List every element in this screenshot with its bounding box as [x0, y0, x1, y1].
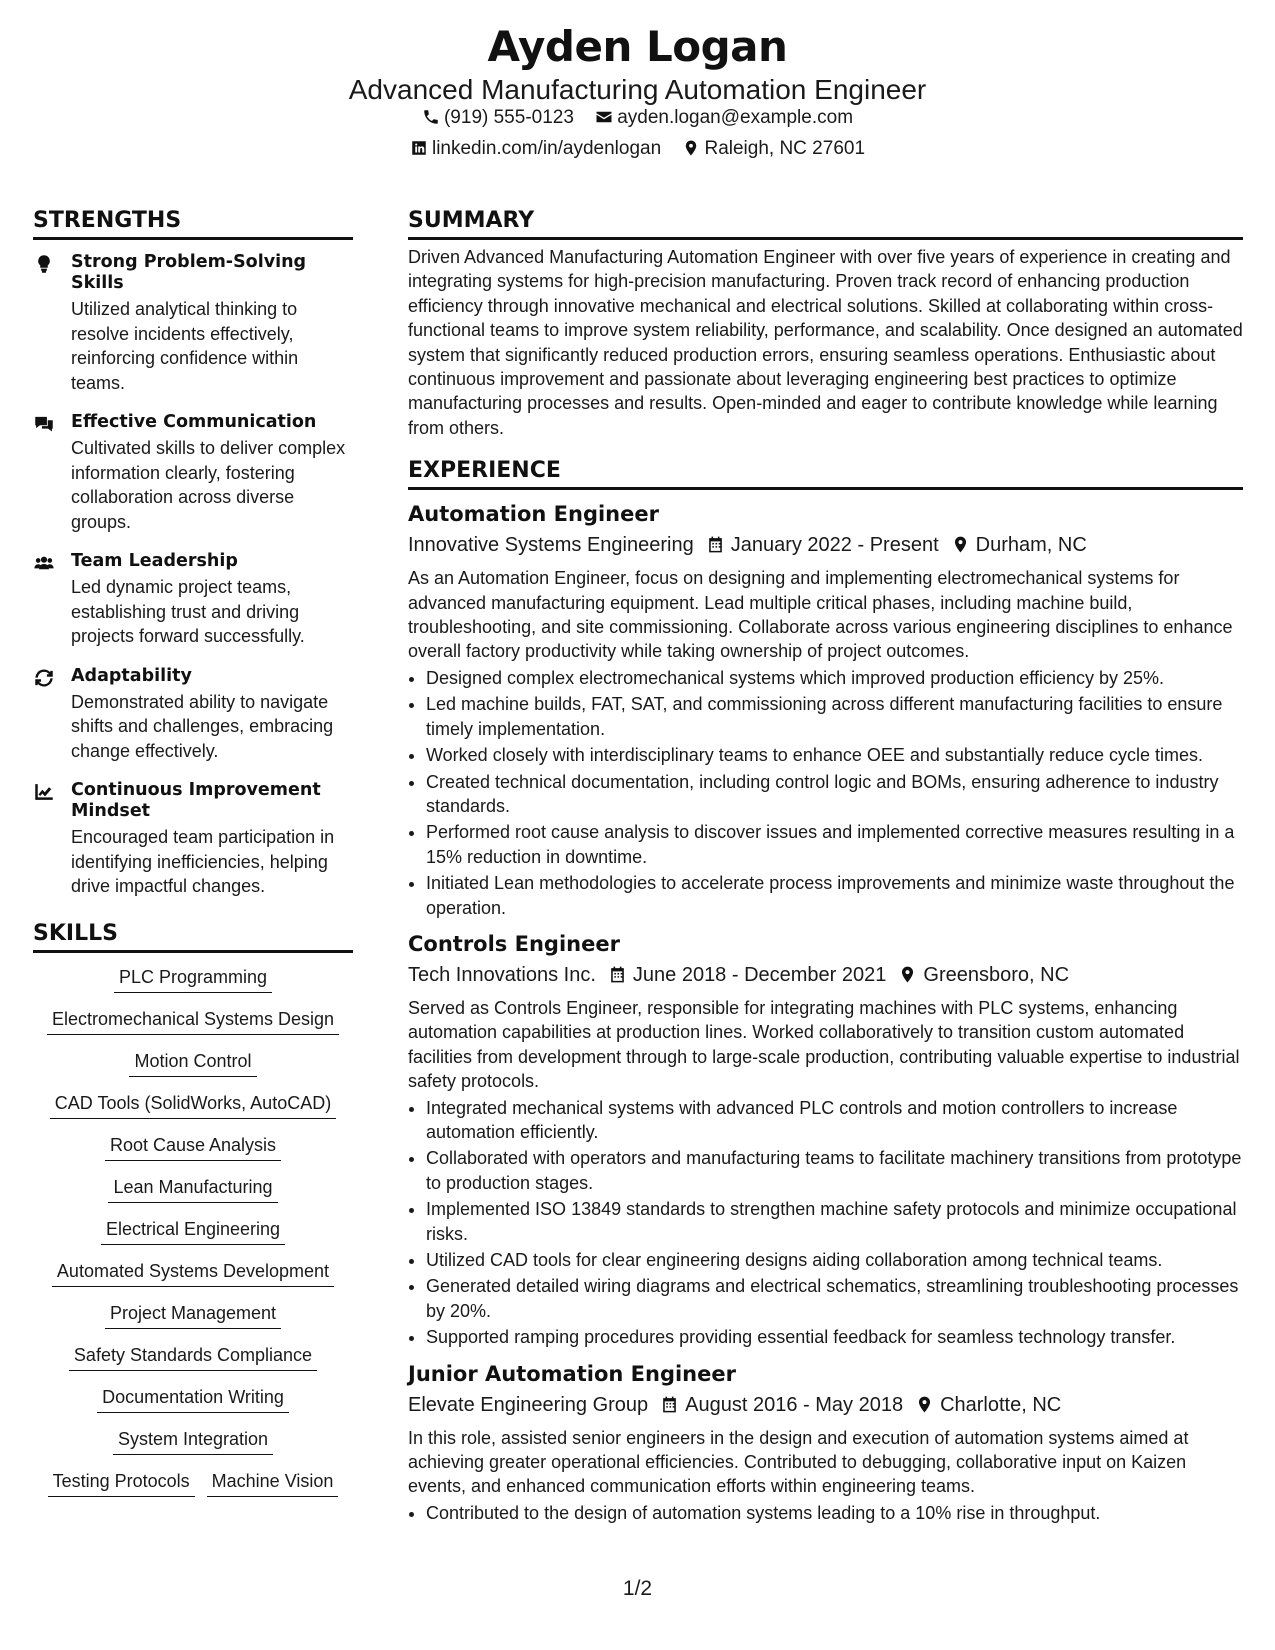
job-entry [408, 500, 1243, 920]
phone-item [422, 107, 574, 129]
page-number: 1/2 [622, 1577, 653, 1600]
chart-line-icon [33, 782, 55, 802]
strength-item [33, 780, 353, 899]
bullet-item: • Collaborated with operators and manufacturing teams to facilitate machinery transitions from prototype to production stages. [426, 1146, 1243, 1195]
skill-tag: CAD Tools (SolidWorks, AutoCAD) [50, 1091, 336, 1119]
location-text: Raleigh, NC 27601 [704, 138, 866, 159]
bullet-item: • Implemented ISO 13849 standards to strengthen machine safety protocols and minimize occupational risks. [426, 1197, 1243, 1246]
skill-tag: Motion Control [129, 1049, 256, 1077]
bullet-item: • Performed root cause analysis to discover issues and implemented corrective measures resulting in a 15% reduction in downtime. [426, 820, 1243, 869]
users-icon [33, 553, 55, 573]
job-meta [408, 1390, 1243, 1420]
phone-icon [422, 108, 440, 126]
left-column [33, 208, 353, 1511]
strength-item [33, 551, 353, 649]
skill-tag: Automated Systems Development [52, 1259, 334, 1287]
candidate-name: Ayden Logan [487, 22, 788, 71]
job-bullets [408, 666, 1243, 920]
skill-tag: Machine Vision [207, 1469, 339, 1497]
bullet-item: • Initiated Lean methodologies to accelerate process improvements and minimize waste throughout the operation. [426, 871, 1243, 920]
comments-icon [33, 414, 55, 434]
job-location: Charlotte, NC [940, 1393, 1062, 1416]
calendar-icon [706, 535, 725, 554]
bullet-item: • Led machine builds, FAT, SAT, and commissioning across different manufacturing facilities to ensure timely implementation. [426, 692, 1243, 741]
bullet-item: • Integrated mechanical systems with advanced PLC controls and motion controllers to increase automation efficiently. [426, 1096, 1243, 1145]
job-meta [408, 960, 1243, 990]
contact-row-1 [0, 107, 1275, 129]
strength-item [33, 412, 353, 534]
strengths-list [33, 252, 353, 899]
strength-desc: Demonstrated ability to navigate shifts and challenges, embracing change effectively. [71, 691, 334, 761]
bullet-item: • Created technical documentation, including control logic and BOMs, ensuring adherence to industry standards. [426, 770, 1243, 819]
bullet-item: • Generated detailed wiring diagrams and electrical schematics, streamlining troubleshooting processes by 20%. [426, 1274, 1243, 1323]
linkedin-text[interactable]: linkedin.com/in/aydenlogan [431, 138, 662, 159]
skill-tag: Electrical Engineering [101, 1217, 285, 1245]
strength-title: Effective Communication [71, 412, 317, 432]
job-meta [408, 530, 1243, 560]
candidate-title: Advanced Manufacturing Automation Engineer [348, 74, 927, 105]
strength-desc: Cultivated skills to deliver complex information clearly, fostering collaboration across diverse groups. [71, 438, 346, 532]
experience-heading: EXPERIENCE [408, 458, 1243, 490]
skill-tag: Documentation Writing [97, 1385, 289, 1413]
job-bullets [408, 1096, 1243, 1350]
job-location: Greensboro, NC [923, 963, 1070, 986]
summary-heading: SUMMARY [408, 208, 1243, 240]
strength-desc: Encouraged team participation in identifying inefficiencies, helping drive impactful changes. [71, 827, 335, 896]
skill-tag: Electromechanical Systems Design [47, 1007, 339, 1035]
job-dates: June 2018 - December 2021 [632, 963, 887, 986]
job-company: Innovative Systems Engineering [408, 534, 694, 557]
job-description: Served as Controls Engineer, responsible for integrating machines with PLC systems, enhancing automation capabilities at production lines. Worked collaboratively to transition custom automated facilities from development through to large-scale production, contributing valuable expertise to industrial safety protocols. [408, 997, 1240, 1092]
strength-desc: Led dynamic project teams, establishing trust and driving projects forward successfully. [71, 577, 305, 646]
bullet-item: • Worked closely with interdisciplinary teams to enhance OEE and substantially reduce cycle times. [426, 743, 1243, 767]
lightbulb-icon [33, 254, 55, 274]
job-title: Controls Engineer [408, 931, 620, 956]
phone-text: (919) 555-0123 [443, 107, 574, 128]
sync-icon [33, 668, 55, 688]
contact-row-2 [0, 138, 1275, 160]
strengths-heading: STRENGTHS [33, 208, 353, 240]
right-column [408, 208, 1243, 1527]
map-marker-icon [951, 535, 970, 554]
linkedin-item[interactable] [410, 138, 661, 160]
skill-tag: Lean Manufacturing [108, 1175, 277, 1203]
map-marker-icon [898, 965, 917, 984]
skill-tag: Safety Standards Compliance [69, 1343, 317, 1371]
skill-tag: Testing Protocols [48, 1469, 195, 1497]
map-marker-icon [915, 1395, 934, 1414]
skill-tag: System Integration [113, 1427, 273, 1455]
job-title: Junior Automation Engineer [408, 1361, 736, 1386]
skill-tag: Project Management [105, 1301, 281, 1329]
envelope-icon [595, 108, 613, 126]
bullet-item: • Supported ramping procedures providing essential feedback for seamless technology transfer. [426, 1325, 1243, 1349]
job-bullets [408, 1501, 1243, 1525]
email-text[interactable]: ayden.logan@example.com [617, 107, 854, 128]
calendar-icon [660, 1395, 679, 1414]
strength-desc: Utilized analytical thinking to resolve incidents effectively, reinforcing confidence within teams. [71, 299, 299, 393]
bullet-item: • Utilized CAD tools for clear engineering designs aiding collaboration among technical teams. [426, 1248, 1243, 1272]
job-dates: August 2016 - May 2018 [685, 1393, 904, 1416]
skill-tag: Root Cause Analysis [105, 1133, 281, 1161]
job-dates: January 2022 - Present [730, 534, 939, 557]
skills-list [33, 965, 353, 1497]
job-entry [408, 930, 1243, 1350]
job-description: As an Automation Engineer, focus on designing and implementing electromechanical systems for advanced manufacturing equipment. Lead multiple critical phases, including machine build, troubleshooting, and site commissioning. Collaborate across various engineering disciplines to enhance overall factory productivity while taking ownership of project outcomes. [408, 568, 1233, 662]
email-item[interactable] [595, 107, 853, 129]
strength-title: Team Leadership [71, 551, 238, 571]
map-marker-icon [682, 139, 700, 157]
skill-tag: PLC Programming [114, 965, 272, 993]
job-company: Tech Innovations Inc. [408, 963, 596, 986]
strength-item [33, 252, 353, 395]
bullet-item: • Designed complex electromechanical systems which improved production efficiency by 25%. [426, 666, 1243, 690]
summary-text: Driven Advanced Manufacturing Automation Engineer with over five years of experience in creating and integrating systems for high-precision manufacturing. Proven track record of enhancing production efficiency through innovative mechanical and electrical solutions. Skilled at collaborating within cross-functional teams to improve system reliability, performance, and scalability. Once designed an automated system that significantly reduced production errors, ensuring seamless operations. Enthusiastic about continuous improvement and passionate about leveraging engineering best practices to optimize manufacturing processes and results. Open-minded and eager to contribute knowledge while learning from others. [408, 247, 1243, 438]
strength-title: Continuous Improvement Mindset [71, 780, 321, 821]
location-item [682, 138, 865, 160]
job-title: Automation Engineer [408, 502, 659, 527]
calendar-icon [608, 965, 627, 984]
job-description: In this role, assisted senior engineers in the design and execution of automation systems aimed at achieving greater operational efficiencies. Contributed to debugging, collaborative input on Kaizen events, and enhanced communication efforts within engineering teams. [408, 1427, 1189, 1497]
skills-heading: SKILLS [33, 921, 353, 953]
linkedin-icon [410, 139, 428, 157]
bullet-item: • Contributed to the design of automation systems leading to a 10% rise in throughput. [426, 1501, 1243, 1525]
job-entry [408, 1360, 1243, 1526]
strength-title: Strong Problem-Solving Skills [71, 252, 307, 293]
strength-title: Adaptability [71, 665, 192, 686]
strength-item [33, 666, 353, 764]
job-location: Durham, NC [975, 534, 1087, 557]
job-company: Elevate Engineering Group [408, 1393, 649, 1416]
